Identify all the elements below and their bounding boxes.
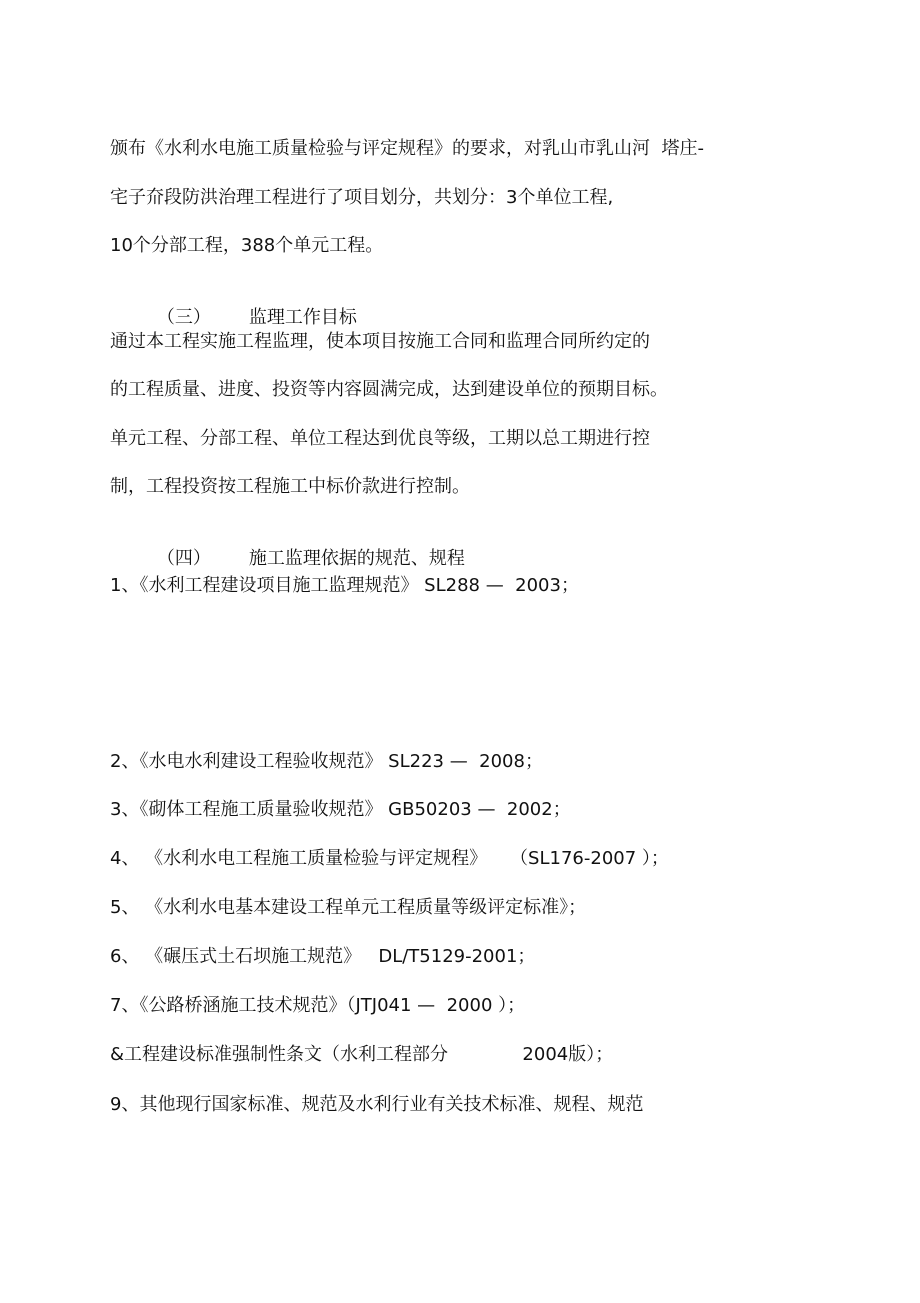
standard-item: 7、《公路桥涵施工技术规范》（JTJ041 — 2000 ）； xyxy=(110,995,526,1016)
section-number: （四） xyxy=(156,548,211,569)
standard-item: 4、 《水利水电工程施工质量检验与评定规程》 （SL176-2007 ）； xyxy=(110,848,669,869)
section-title: 施工监理依据的规范、规程 xyxy=(248,548,465,569)
paragraph-line: 颁布《水利水电施工质量检验与评定规程》的要求，对乳山市乳山河 塔庄- xyxy=(110,138,704,159)
standard-item: &工程建设标准强制性条文（水利工程部分 2004版）； xyxy=(110,1044,614,1065)
paragraph-line: 10个分部工程，388个单元工程。 xyxy=(110,235,384,256)
paragraph-line: 单元工程、分部工程、单位工程达到优良等级，工期以总工期进行控 xyxy=(110,428,650,449)
standard-item: 3、《砌体工程施工质量验收规范》 GB50203 — 2002； xyxy=(110,799,571,820)
section-title: 监理工作目标 xyxy=(248,307,357,328)
paragraph-line: 的工程质量、进度、投资等内容圆满完成，达到建设单位的预期目标。 xyxy=(110,379,668,400)
standard-item: 5、 《水利水电基本建设工程单元工程质量等级评定标准》； xyxy=(110,897,587,918)
standard-item: 9、其他现行国家标准、规范及水利行业有关技术标准、规程、规范 xyxy=(110,1094,644,1115)
paragraph-line: 宅子夼段防洪治理工程进行了项目划分，共划分：3个单位工程, xyxy=(110,187,614,208)
paragraph-line: 通过本工程实施工程监理，使本项目按施工合同和监理合同所约定的 xyxy=(110,331,650,352)
standard-item: 2、《水电水利建设工程验收规范》 SL223 — 2008； xyxy=(110,751,543,772)
standard-item: 6、 《碾压式土石坝施工规范》 DL/T5129-2001； xyxy=(110,946,536,967)
standard-item: 1、《水利工程建设项目施工监理规范》 SL288 — 2003； xyxy=(110,575,579,596)
paragraph-line: 制，工程投资按工程施工中标价款进行控制。 xyxy=(110,476,470,497)
section-number: （三） xyxy=(156,307,211,328)
